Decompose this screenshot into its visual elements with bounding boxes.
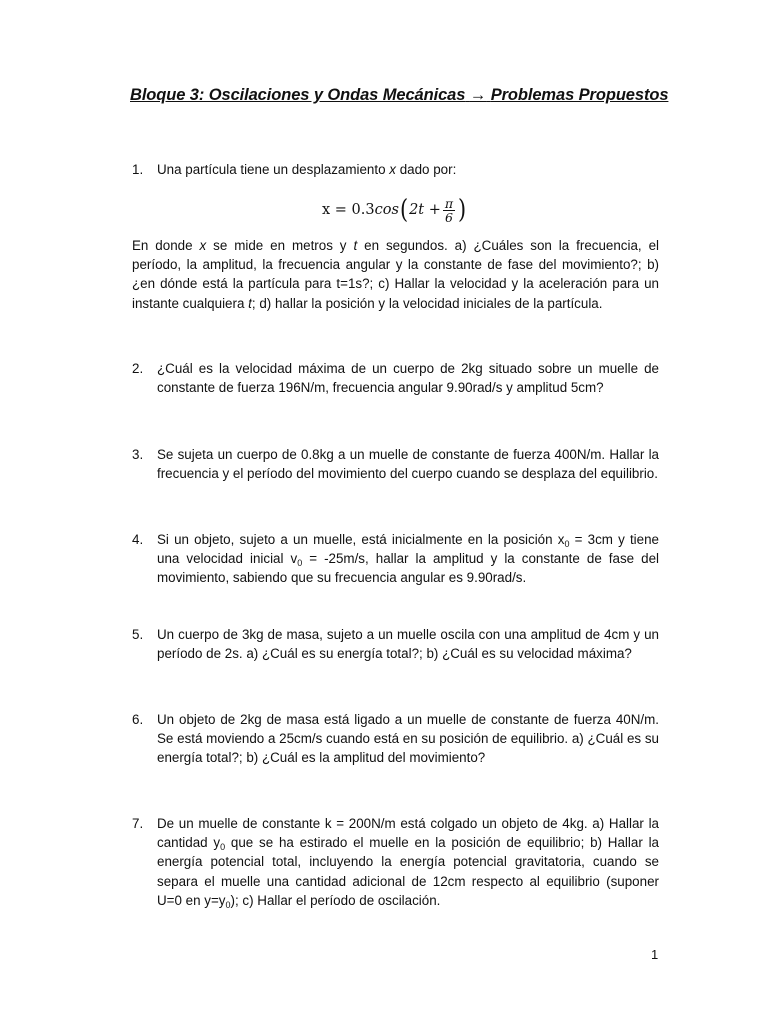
- page-number: 1: [651, 947, 659, 962]
- problem-text: Se sujeta un cuerpo de 0.8kg a un muelle de constante de fuerza 400N/m. Hallar la frecuencia y el período del movimiento del cuerpo cuando se desplaza del equilibrio.: [157, 447, 659, 482]
- right-arrow-icon: →: [469, 86, 487, 104]
- problem-text: De un muelle de constante k = 200N/m está colgado un objeto de 4kg. a) Hallar la cantidad $y_0$ que se ha estirado el muelle en la posición de equilibrio; b) Hallar la energía potencial total, incluyendo la energía potencial gravitatoria, cuando se separa el muelle una cantidad adicional de 12cm respecto al equilibrio (suponer U=0 en $y=y_0$); c) Hallar el período de oscilación.: [157, 816, 659, 910]
- problem-number: 4.: [132, 532, 144, 547]
- problem-6: [132, 710, 659, 768]
- problem-2: [132, 359, 659, 397]
- problem-number: 3.: [132, 447, 144, 462]
- document-title: [130, 86, 668, 105]
- pi-over-six-fraction: $\frac{\pi}{6}$: [444, 195, 454, 225]
- problem-number: 6.: [132, 712, 144, 727]
- problem-number: 1.: [132, 162, 144, 177]
- displacement-equation: x = 0.3 cos ( 2t + $\frac{\pi}{6}$ ): [322, 195, 467, 225]
- problem-text: Si un objeto, sujeto a un muelle, está inicialmente en la posición $x_0 = 3cm$ y tiene una velocidad inicial $v_0 = -25m/s$, hallar la amplitud y la constante de fase del movimiento, sabiendo que su frecuencia angular es 9.90rad/s.: [157, 532, 660, 586]
- problem-5: [132, 625, 659, 663]
- title-suffix: Problemas Propuestos: [490, 86, 669, 104]
- problem-7: [132, 814, 659, 910]
- title-text: Bloque 3: Oscilaciones y Ondas Mecánicas: [130, 86, 466, 104]
- problem-3: [132, 445, 659, 483]
- problem-text: Un cuerpo de 3kg de masa, sujeto a un muelle oscila con una amplitud de 4cm y un período de 2s. a) ¿Cuál es su energía total?; b) ¿Cuál es su velocidad máxima?: [157, 627, 659, 662]
- problem-intro: Una partícula tiene un desplazamiento x dado por:: [157, 162, 457, 177]
- problem-number: 2.: [132, 361, 144, 376]
- problem-text: ¿Cuál es la velocidad máxima de un cuerpo de 2kg situado sobre un muelle de constante de fuerza 196N/m, frecuencia angular 9.90rad/s y amplitud 5cm?: [157, 361, 659, 396]
- problem-number: 7.: [132, 816, 144, 831]
- problem-number: 5.: [132, 627, 144, 642]
- problem-1: [132, 160, 659, 179]
- problem-1-body: En donde x se mide en metros y t en segundos. a) ¿Cuáles son la frecuencia, el período, la amplitud, la frecuencia angular y la constante de fase del movimiento?; b) ¿en dónde está la partícula para t=1s?; c) Hallar la velocidad y la aceleración para un instante cualquiera t; d) hallar la posición y la velocidad iniciales de la partícula.: [132, 238, 659, 311]
- problem-4: [132, 530, 659, 588]
- problem-text: Un objeto de 2kg de masa está ligado a un muelle de constante de fuerza 40N/m. Se está moviendo a 25cm/s cuando está en su posición de equilibrio. a) ¿Cuál es su energía total?; b) ¿Cuál es la amplitud del movimiento?: [157, 712, 659, 766]
